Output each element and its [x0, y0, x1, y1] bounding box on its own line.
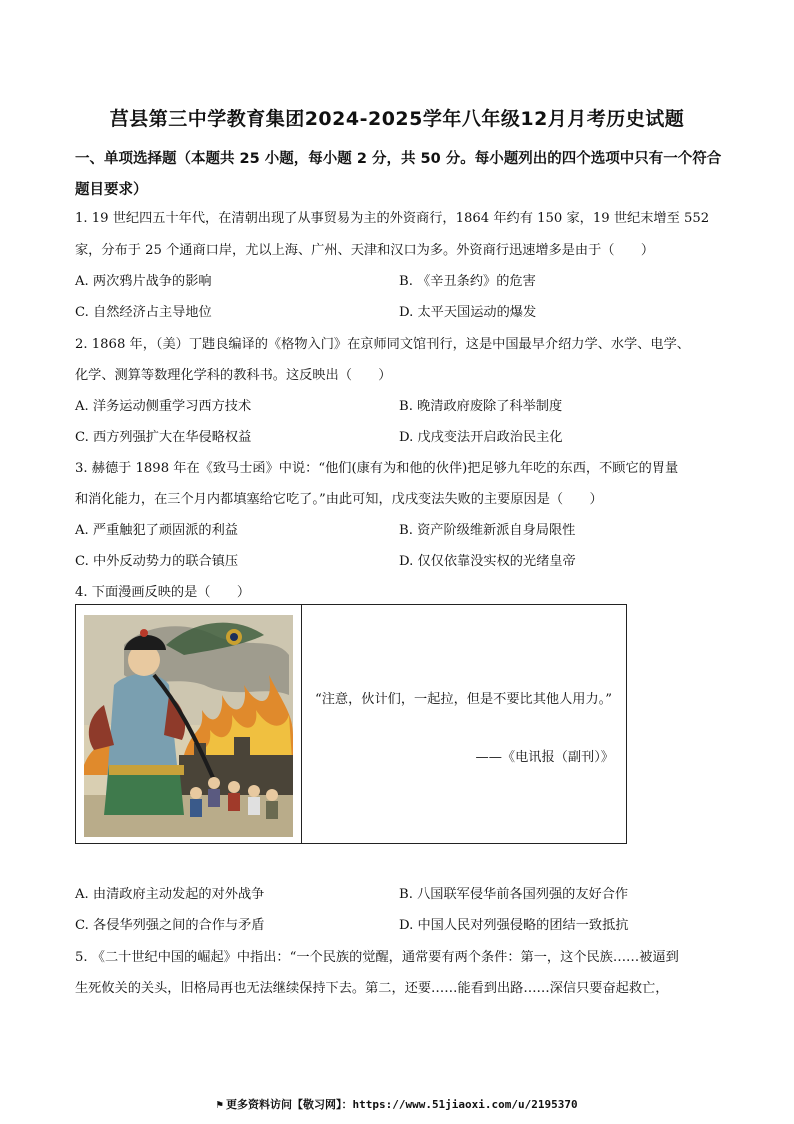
q4-option-c: C. 各侵华列强之间的合作与矛盾 — [75, 918, 265, 933]
page-title: 莒县第三中学教育集团2024-2025学年八年级12月月考历史试题 — [109, 108, 685, 130]
q5-stem-line1: 5. 《二十世纪中国的崛起》中指出：“一个民族的觉醒，通常要有两个条件：第一，这个民族……被逼到 — [75, 950, 679, 965]
q1-stem-line1: 1. 19 世纪四五十年代，在清朝出现了从事贸易为主的外资商行，1864 年约有 150 家，19 世纪末增至 552 — [75, 211, 710, 226]
q1-option-d: D. 太平天国运动的爆发 — [399, 305, 537, 320]
q4-stem: 4. 下面漫画反映的是（ ） — [75, 585, 251, 600]
q2-stem-line1: 2. 1868 年，（美）丁韪良编译的《格物入门》在京师同文馆刊行，这是中国最早介绍力学、水学、电学、 — [75, 337, 690, 352]
q4-option-a: A. 由清政府主动发起的对外战争 — [75, 887, 265, 902]
q1-stem-line2: 家，分布于 25 个通商口岸，尤以上海、广州、天津和汉口为多。外资商行迅速增多是由于（ ） — [75, 243, 655, 258]
q4-option-b: B. 八国联军侵华前各国列强的友好合作 — [399, 887, 629, 902]
q3-option-a: A. 严重触犯了顽固派的利益 — [75, 523, 238, 538]
q1-option-a: A. 两次鸦片战争的影响 — [75, 274, 212, 289]
q3-option-b: B. 资产阶级维新派自身局限性 — [399, 523, 576, 538]
comic-quote-source: ——《电讯报（副刊）》 — [475, 750, 614, 765]
q2-stem-line2: 化学、测算等数理化学科的教科书。这反映出（ ） — [75, 368, 392, 383]
footer-link[interactable] — [0, 1096, 794, 1112]
q2-option-d: D. 戊戌变法开启政治民主化 — [399, 430, 563, 445]
comic-quote: “注意，伙计们，一起拉，但是不要比其他人用力。” — [315, 692, 613, 707]
comic-illustration — [84, 615, 293, 837]
q3-stem-line1: 3. 赫德于 1898 年在《致马士函》中说：“他们(康有为和他的伙伴)把足够九年吃的东西，不顾它的胃量 — [75, 461, 679, 476]
q4-option-d: D. 中国人民对列强侵略的团结一致抵抗 — [399, 918, 629, 933]
q5-stem-line2: 生死攸关的关头，旧格局再也无法继续保持下去。第二，还要……能看到出路……深信只要奋起救亡， — [75, 981, 669, 996]
q2-option-b: B. 晚清政府废除了科举制度 — [399, 399, 563, 414]
q1-option-c: C. 自然经济占主导地位 — [75, 305, 212, 320]
q3-stem-line2: 和消化能力，在三个月内都填塞给它吃了。”由此可知，戊戌变法失败的主要原因是（ ） — [75, 492, 603, 507]
q1-option-b: B. 《辛丑条约》的危害 — [399, 274, 536, 289]
section-heading: 一、单项选择题（本题共 25 小题，每小题 2 分，共 50 分。每小题列出的四个选项中只有一个符合题目要求） — [75, 151, 722, 198]
q3-option-d: D. 仅仅依靠没实权的光绪皇帝 — [399, 554, 576, 569]
q2-option-c: C. 西方列强扩大在华侵略权益 — [75, 430, 252, 445]
q2-option-a: A. 洋务运动侧重学习西方技术 — [75, 399, 252, 414]
comic-table — [75, 604, 627, 844]
q3-option-c: C. 中外反动势力的联合镇压 — [75, 554, 239, 569]
table-divider — [301, 605, 302, 843]
flag-icon: ⚑ — [216, 1098, 223, 1111]
footer-text: 更多资料访问【敬习网】：https://www.51jiaoxi.com/u/2195370 — [225, 1098, 578, 1111]
